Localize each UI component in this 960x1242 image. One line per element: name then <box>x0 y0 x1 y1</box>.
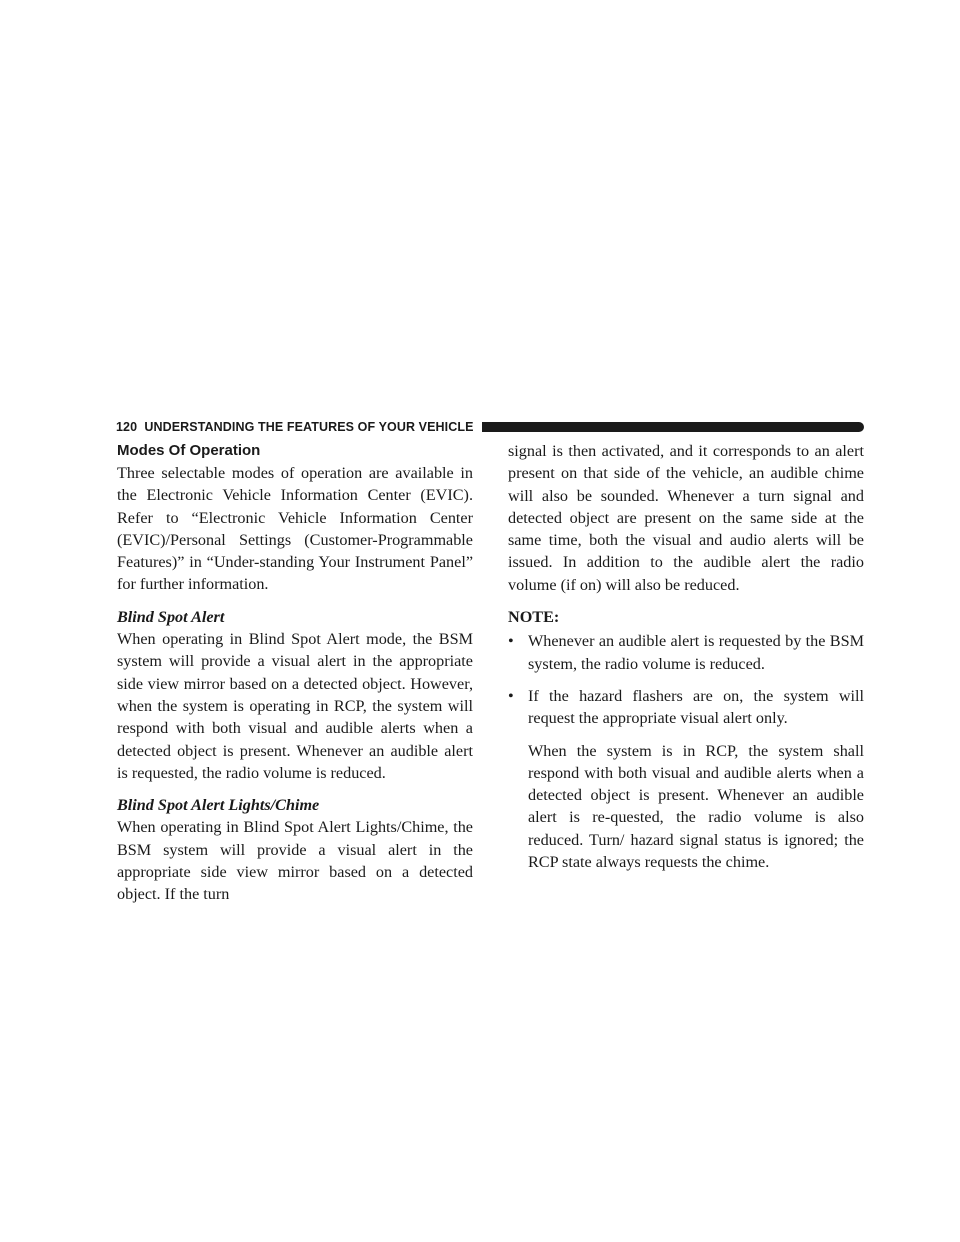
header-rule-bar <box>482 422 864 432</box>
note-list <box>508 630 864 729</box>
running-header <box>116 418 864 436</box>
blind-spot-alert-paragraph: When operating in Blind Spot Alert mode, the BSM system will provide a visual alert in the appropriate side view mirror based on a detected object. However, when the system is operating in RCP, the system will respond with both visual and audible alerts when a detected object is present. Whenever an audible alert is requested, the radio volume is reduced. <box>117 630 473 782</box>
bullet-icon: • <box>508 686 514 705</box>
note-text: Whenever an audible alert is requested by the BSM system, the radio volume is reduced. <box>528 632 864 673</box>
left-column <box>117 440 473 916</box>
rcp-paragraph: When the system is in RCP, the system shall respond with both visual and audible alerts when a detected object is present. Whenever an audible alert is re-quested, the radio volume is also reduced. Turn/ hazard signal status is ignored; the RCP state always requests the chime. <box>528 741 864 872</box>
page-number: 120 <box>116 420 138 434</box>
blind-spot-alert-subheading: Blind Spot Alert <box>117 607 225 626</box>
intro-paragraph: Three selectable modes of operation are available in the Electronic Vehicle Information Center (EVIC). Refer to “Electronic Vehicle Information Center (EVIC)/Personal Settings (Customer-Programmable Features)” in “Under-standing Your Instrument Panel” for further information. <box>117 464 473 594</box>
continued-paragraph: signal is then activated, and it corresponds to an alert present on that side of the vehicle, an audible chime will also be sounded. Whenever a turn signal and detected object are present on the same side at the same time, both the visual and audio alerts will be issued. In addition to the audible alert the radio volume (if on) will also be reduced. <box>508 442 864 594</box>
right-column <box>508 440 864 883</box>
lights-chime-subheading: Blind Spot Alert Lights/Chime <box>117 796 320 815</box>
header-text <box>116 420 474 434</box>
note-label: NOTE: <box>508 608 560 627</box>
note-text: If the hazard flashers are on, the system will request the appropriate visual alert only. <box>528 686 864 728</box>
lights-chime-paragraph: When operating in Blind Spot Alert Lights/Chime, the BSM system will provide a visual alert in the appropriate side view mirror based on a detected object. If the turn <box>117 818 473 904</box>
bullet-icon: • <box>508 632 514 651</box>
note-item <box>508 630 864 675</box>
note-item <box>508 685 864 730</box>
modes-heading: Modes Of Operation <box>117 442 261 459</box>
section-title: UNDERSTANDING THE FEATURES OF YOUR VEHICLE <box>144 420 474 434</box>
